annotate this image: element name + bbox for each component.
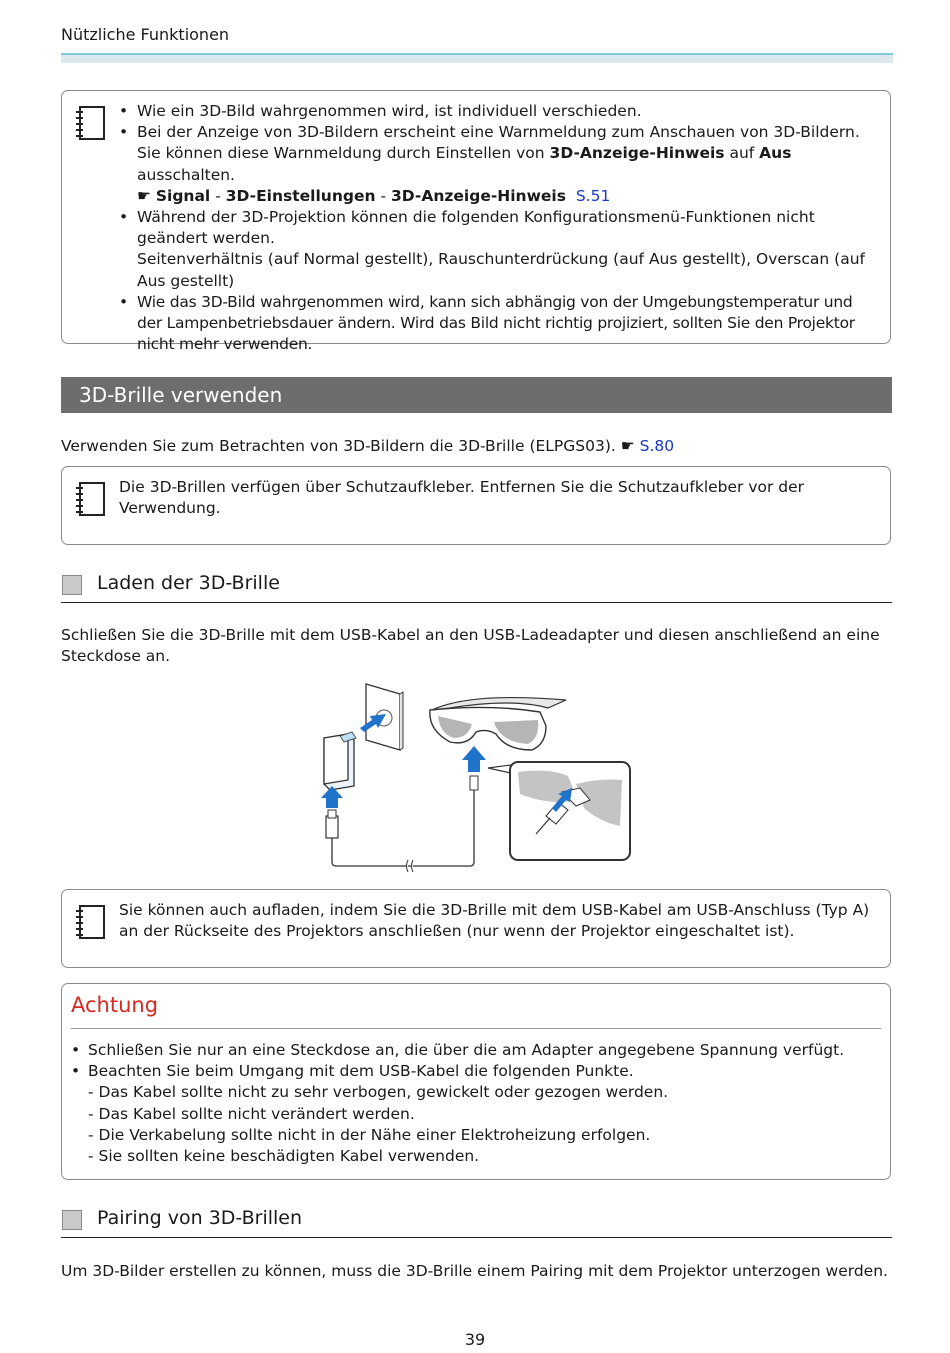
charge-paragraph: Schließen Sie die 3D-Brille mit dem USB-Kabel an den USB-Ladeadapter und diesen anschließend an eine Steckdose an. (61, 626, 880, 665)
caution-dash-4: - Sie sollten keine beschädigten Kabel verwenden. (88, 1147, 480, 1166)
caution-dash-2: - Das Kabel sollte nicht verändert werden. (88, 1104, 415, 1123)
page-number: 39 (464, 1330, 486, 1349)
caution-bullet-2: • Beachten Sie beim Umgang mit dem USB-Kabel die folgenden Punkte. (71, 1061, 880, 1082)
note1-bullet-3: • Während der 3D-Projektion können die folgenden Konfigurationsmenü-Funktionen nicht geändert werden. Seitenverhältnis (auf Normal gestellt), Rauschunterdrückung (auf Aus gestellt), Overscan (auf Aus gestellt) (119, 207, 882, 292)
note-icon (74, 904, 106, 940)
caution-rule (71, 1028, 881, 1029)
note2-text: Die 3D-Brillen verfügen über Schutzaufkleber. Entfernen Sie die Schutzaufkleber vor der Verwendung. (119, 478, 805, 518)
port-detail-callout (488, 762, 630, 860)
caution-title: Achtung (71, 993, 159, 1017)
note-box-2 (61, 466, 891, 545)
note1-bullet-4: • Wie das 3D-Bild wahrgenommen wird, kann sich abhängig von der Umgebungstemperatur und der Lampenbetriebsdauer ändern. Wird das Bild nicht richtig projiziert, sollten Sie den Projektor nicht mehr verwenden. (119, 292, 882, 356)
page-ref-link[interactable]: S.80 (639, 437, 675, 455)
header-rule (61, 53, 893, 63)
note-icon (74, 481, 106, 517)
pairing-paragraph: Um 3D-Bilder erstellen zu können, muss die 3D-Brille einem Pairing mit dem Projektor unterzogen werden. (61, 1262, 888, 1280)
arrow-icon (462, 746, 486, 772)
page-ref-link[interactable]: S.51 (575, 186, 611, 205)
note1-bullet-2: • Bei der Anzeige von 3D-Bildern erscheint eine Warnmeldung zum Anschauen von 3D-Bildern. Sie können diese Warnmeldung durch Einstellen von 3D-Anzeige-Hinweis auf Aus ausschalten. ☛ Signal - 3D-Einstellungen - 3D-Anzeige-Hinweis S.51 (119, 122, 882, 207)
running-header: Nützliche Funktionen (61, 25, 230, 44)
subheading-pairing: Pairing von 3D-Brillen (61, 1207, 892, 1238)
section-title: 3D-Brille verwenden (61, 377, 892, 413)
3d-glasses-icon (430, 698, 566, 750)
caution-dash-1: - Das Kabel sollte nicht zu sehr verbogen, gewickelt oder gezogen werden. (88, 1083, 669, 1102)
caution-dash-3: - Die Verkabelung sollte nicht in der Nähe einer Elektroheizung erfolgen. (88, 1125, 651, 1144)
pointing-hand-icon: ☛ (137, 186, 151, 205)
note-box-1 (61, 90, 891, 354)
pointing-hand-icon: ☛ (620, 437, 635, 455)
note-icon (74, 105, 106, 141)
charging-illustration (300, 676, 640, 872)
intro-paragraph: Verwenden Sie zum Betrachten von 3D-Bildern die 3D-Brille (ELPGS03). ☛ S.80 (61, 437, 675, 455)
arrow-icon (321, 786, 343, 808)
note1-bullet-1: • Wie ein 3D-Bild wahrgenommen wird, ist individuell verschieden. (119, 101, 882, 122)
caution-bullet-1: • Schließen Sie nur an eine Steckdose an, die über die am Adapter angegebene Spannung verfügt. (71, 1040, 880, 1061)
note3-text: Sie können auch aufladen, indem Sie die 3D-Brille mit dem USB-Kabel am USB-Anschluss (Typ A) an der Rückseite des Projektors anschließen (nur wenn der Projektor eingeschaltet ist). (119, 901, 870, 941)
note-box-3 (61, 889, 891, 968)
square-marker-icon (62, 1210, 82, 1230)
subheading-charging: Laden der 3D-Brille (61, 572, 892, 603)
caution-box (61, 983, 891, 1180)
usb-adapter-icon (324, 732, 356, 790)
square-marker-icon (62, 575, 82, 595)
